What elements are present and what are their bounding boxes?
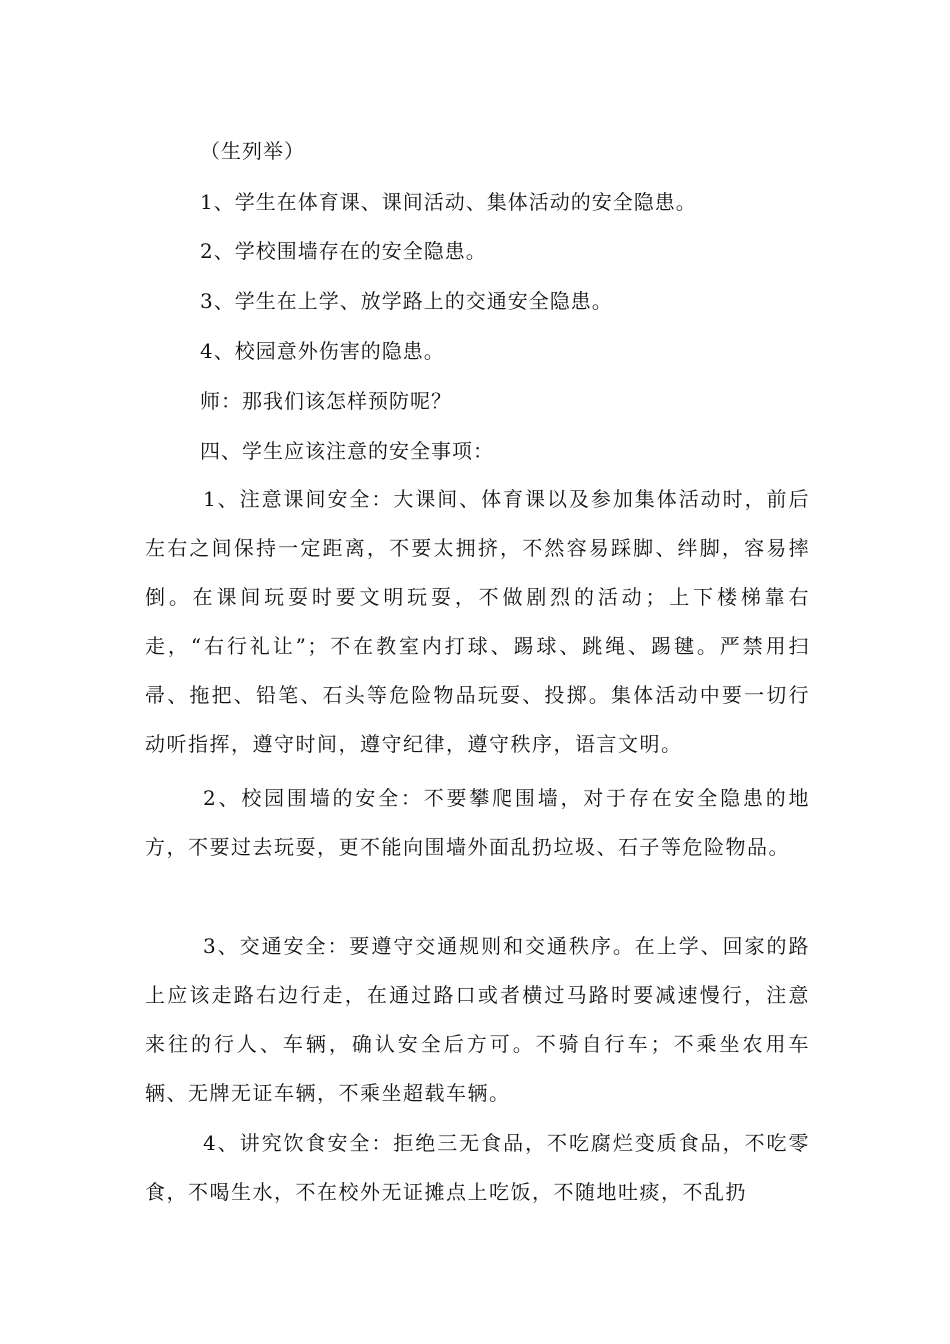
line-hazard-1: 1、学生在体育课、课间活动、集体活动的安全隐患。 [200,190,697,214]
paragraph-traffic-safety: 3、交通安全：要遵守交通规则和交通秩序。在上学、回家的路上应该走路右边行走，在通过路口或者横过马路时要减速慢行，注意来往的行人、车辆，确认安全后方可。不骑自行车；不乘坐农用车辆、无牌无证车辆，不乘坐超载车辆。 [145,934,810,1105]
line-hazard-3: 3、学生在上学、放学路上的交通安全隐患。 [200,289,613,313]
line-hazard-4: 4、校园意外伤害的隐患。 [200,339,445,363]
paragraph-food-safety: 4、讲究饮食安全：拒绝三无食品，不吃腐烂变质食品，不吃零食，不喝生水，不在校外无证摊点上吃饭，不随地吐痰，不乱扔 [145,1131,810,1204]
line-student-list: （生列举） [200,139,305,163]
section-heading: 四、学生应该注意的安全事项： [200,439,494,463]
line-teacher-question: 师：那我们该怎样预防呢？ [200,389,452,413]
paragraph-wall-safety: 2、校园围墙的安全：不要攀爬围墙，对于存在安全隐患的地方，不要过去玩耍，更不能向围墙外面乱扔垃圾、石子等危险物品。 [145,786,810,859]
line-hazard-2: 2、学校围墙存在的安全隐患。 [200,239,487,263]
paragraph-recess-safety: 1、注意课间安全：大课间、体育课以及参加集体活动时，前后左右之间保持一定距离，不要太拥挤，不然容易踩脚、绊脚，容易摔倒。在课间玩耍时要文明玩耍，不做剧烈的活动；上下楼梯靠右走，“右行礼让”；不在教室内打球、踢球、跳绳、踢毽。严禁用扫帚、拖把、铅笔、石头等危险物品玩耍、投掷。集体活动中要一切行动听指挥，遵守时间，遵守纪律，遵守秩序，语言文明。 [145,487,810,756]
